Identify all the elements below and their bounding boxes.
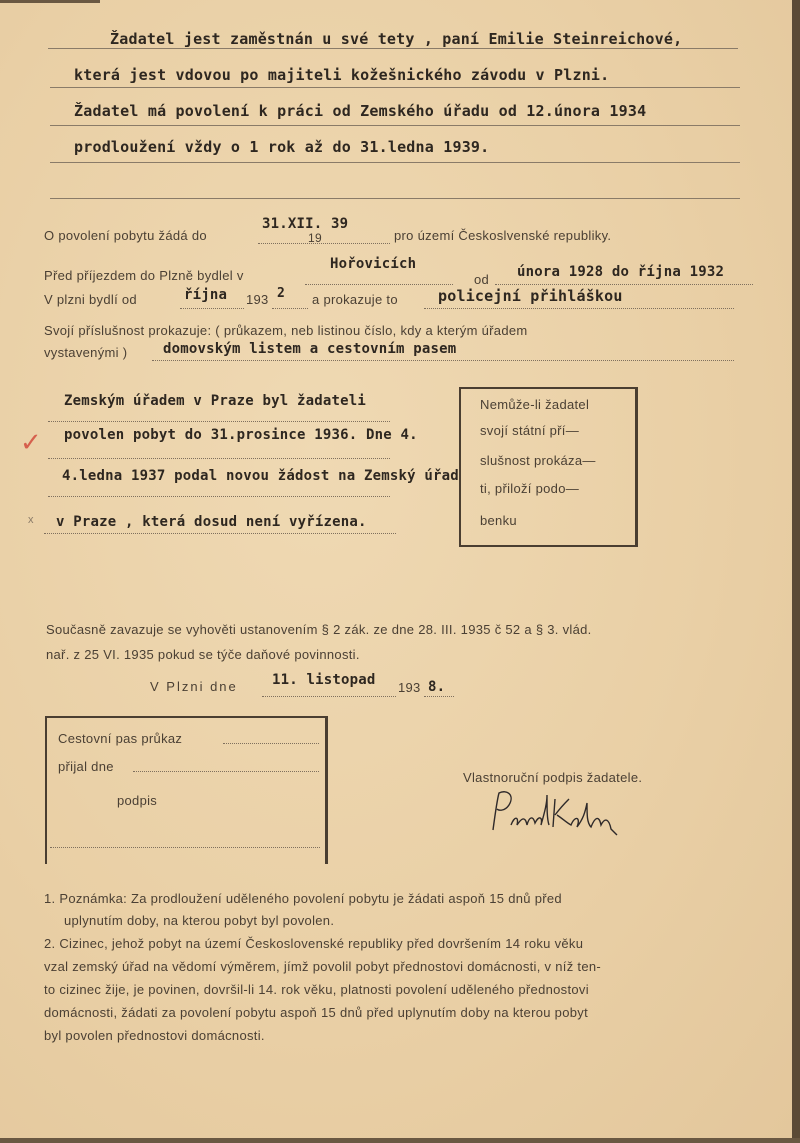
side-box-line-4: ti, přiloží podo—: [480, 481, 580, 496]
previous-residence-label: Před příjezdem do Plzně bydlel v: [44, 268, 244, 283]
pilsen-year-value: 2: [277, 286, 286, 301]
citizenship-label-cont: vystavenými ): [44, 345, 128, 360]
form-line: [48, 48, 738, 49]
receipt-signature-label: podpis: [117, 793, 158, 808]
receipt-document-field: [223, 743, 319, 744]
note-field: [48, 421, 390, 422]
handwritten-signature: [485, 785, 635, 845]
typed-line-3: Žadatel má povolení k práci od Zemského úřadu od 12.února 1934: [74, 102, 647, 120]
residence-date-field: [258, 243, 390, 244]
place-date-year-field: [424, 696, 454, 697]
form-line: [50, 125, 740, 126]
residence-label: O povolení pobytu žádá do: [44, 228, 207, 243]
previous-residence-field: [305, 284, 453, 285]
pilsen-month-value: října: [184, 287, 228, 303]
side-box-line-2: svojí státní pří—: [480, 423, 580, 438]
place-date-year-value: 8.: [428, 679, 446, 695]
note-field: [44, 533, 396, 534]
footnote-2-line-1: 2. Cizinec, jehož pobyt na území Československé republiky před dovršením 14 roku věku: [44, 936, 584, 951]
place-date-label: V Plzni dne: [150, 679, 238, 694]
pilsen-proof-label: a prokazuje to: [312, 292, 398, 307]
note-field: [48, 458, 390, 459]
place-date-year-prefix: 193: [398, 680, 421, 695]
receipt-line-2: přijal dne: [58, 759, 114, 774]
residence-date-value: 31.XII. 39: [262, 216, 349, 232]
place-date-value: 11. listopad: [272, 672, 376, 688]
pilsen-month-field: [180, 308, 244, 309]
citizenship-field: [152, 360, 734, 361]
residence-territory-label: pro území Českoslvenské republiky.: [394, 228, 612, 243]
obligation-line-1: Současně zavazuje se vyhověti ustanovením § 2 zák. ze dne 28. III. 1935 č 52 a § 3. vlád.: [46, 622, 592, 637]
footnote-2-line-5: byl povolen přednostovi domácnosti.: [44, 1028, 265, 1043]
form-line: [50, 162, 740, 163]
receipt-signature-field: [50, 847, 320, 848]
pilsen-proof-field: [424, 308, 734, 309]
x-mark: x: [28, 514, 34, 526]
side-box-line-3: slušnost prokáza—: [480, 453, 596, 468]
typed-line-1: Žadatel jest zaměstnán u své tety , paní Emilie Steinreichové,: [110, 30, 683, 48]
footnote-1-line-1: 1. Poznámka: Za prodloužení uděleného povolení pobytu je žádati aspoň 15 dnů před: [44, 891, 562, 906]
previous-period-value: února 1928 do října 1932: [517, 264, 725, 280]
form-line: [50, 87, 740, 88]
side-box-line-5: benku: [480, 513, 517, 528]
citizenship-value: domovským listem a cestovním pasem: [163, 341, 457, 357]
place-date-field: [262, 696, 396, 697]
pilsen-residence-label: V plzni bydlí od: [44, 292, 137, 307]
receipt-date-field: [133, 771, 319, 772]
receipt-line-1: Cestovní pas průkaz: [58, 731, 183, 746]
note-field: [48, 496, 390, 497]
page-corner-shadow: [0, 0, 100, 3]
pilsen-year-field: [272, 308, 308, 309]
form-line: [50, 198, 740, 199]
page-edge: [792, 0, 800, 1143]
typed-note-2: povolen pobyt do 31.prosince 1936. Dne 4.: [64, 427, 418, 443]
previous-period-field: [495, 284, 753, 285]
typed-note-1: Zemským úřadem v Praze byl žadateli: [64, 393, 367, 409]
citizenship-label: Svojí příslušnost prokazuje: ( průkazem, neb listinou číslo, kdy a kterým úřadem: [44, 323, 528, 338]
previous-residence-value: Hořovicích: [330, 256, 417, 272]
typed-note-3: 4.ledna 1937 podal novou žádost na Zemský úřad: [62, 468, 459, 484]
footnote-2-line-4: domácnosti, žádati za povolení pobytu aspoň 15 dnů před uplynutím doby na kterou pobyt: [44, 1005, 588, 1020]
typed-line-4: prodloužení vždy o 1 rok až do 31.ledna 1939.: [74, 138, 490, 156]
pilsen-proof-value: policejní přihláškou: [438, 287, 623, 305]
page-edge-bottom: [0, 1138, 800, 1143]
footnote-1-line-2: uplynutím doby, na kterou pobyt byl povolen.: [64, 913, 335, 928]
footnote-2-line-3: to cizinec žije, je povinen, dovršil-li 14. rok věku, platnosti povolení uděleného přednostovi: [44, 982, 589, 997]
side-box-line-1: Nemůže-li žadatel: [480, 397, 590, 412]
footnote-2-line-2: vzal zemský úřad na vědomí výměrem, jímž povolil pobyt přednostovi domácnosti, v níž ten-: [44, 959, 602, 974]
pilsen-year-prefix: 193: [246, 292, 269, 307]
previous-residence-from-label: od: [474, 272, 490, 287]
signature-label: Vlastnoruční podpis žadatele.: [463, 770, 643, 785]
typed-line-2: která jest vdovou po majiteli kožešnického závodu v Plzni.: [74, 66, 610, 84]
obligation-line-2: nař. z 25 VI. 1935 pokud se týče daňové povinnosti.: [46, 647, 360, 662]
residence-year-prefix: 19: [308, 231, 322, 245]
red-check-mark: ✓: [20, 428, 42, 458]
typed-note-4: v Praze , která dosud není vyřízena.: [56, 514, 367, 530]
